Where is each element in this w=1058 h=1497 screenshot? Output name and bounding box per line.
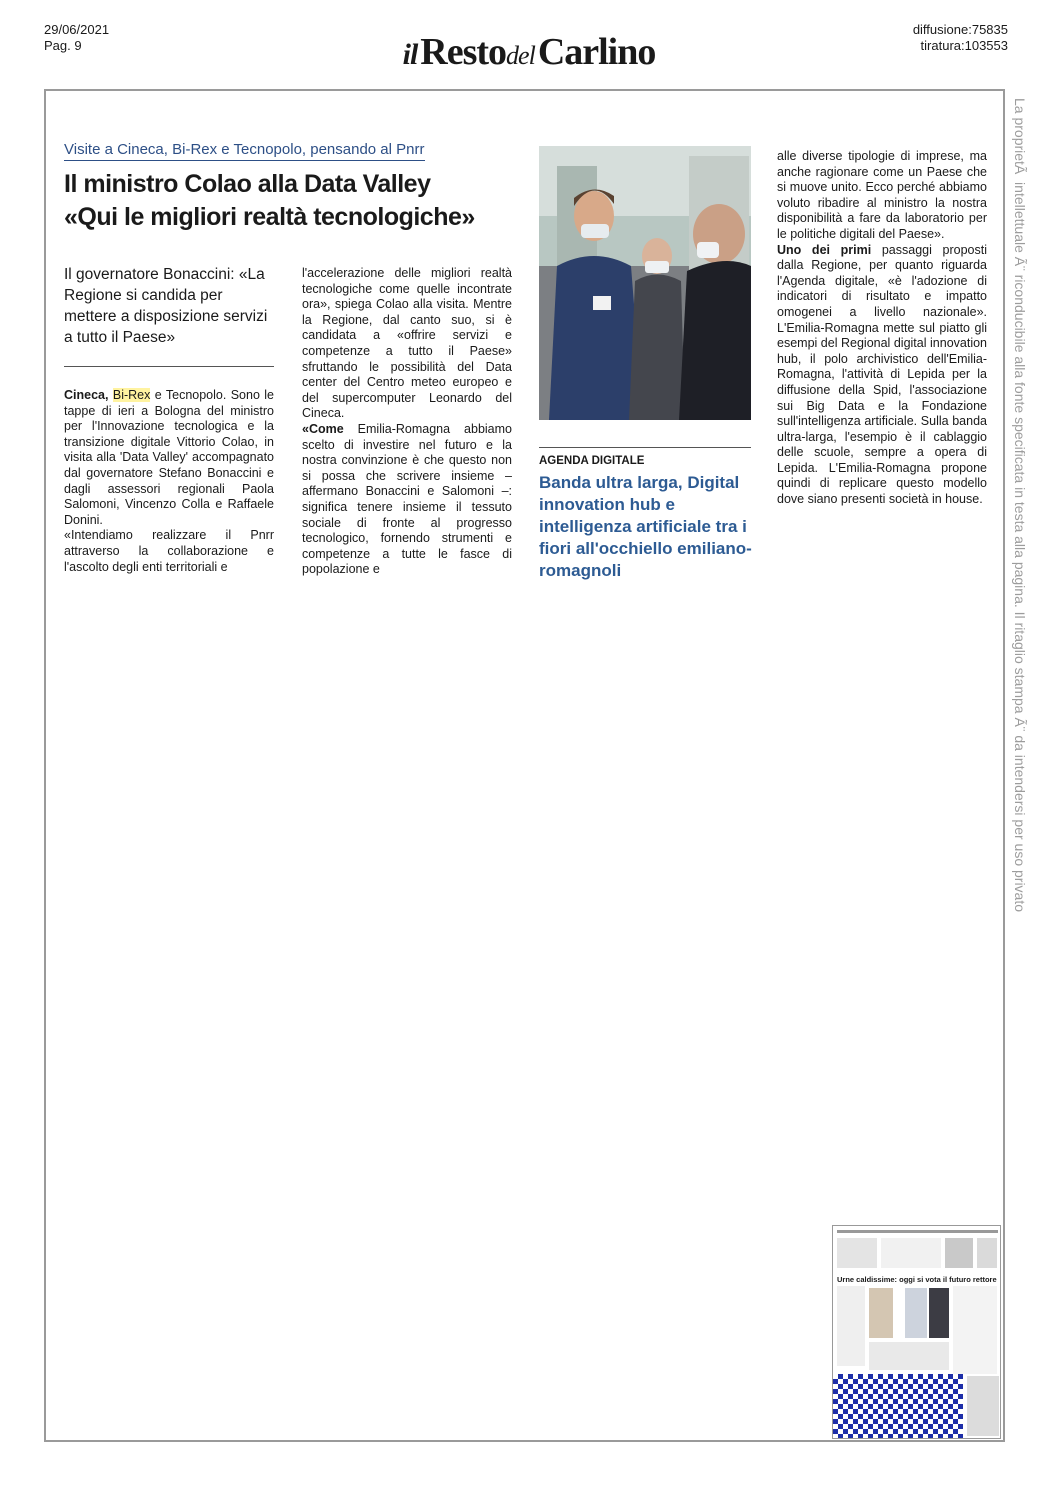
thumbnail-headline: Urne caldissime: oggi si vota il futuro rettore [837, 1275, 997, 1284]
page-thumbnail [832, 1225, 1001, 1439]
summary-divider [64, 366, 274, 367]
paragraph: l'accelerazione delle migliori realtà tecnologiche come quelle incontrate ora», spiega Colao alla visita. Mentre la Regione, dal canto suo, si è candidata a «offrire servizi e competenze a tutto il Paese» sfruttando le possibilità del Data center del Centro meteo europeo e del supercomputer Leonardo del Cineca. [302, 266, 512, 421]
caption-text: Banda ultra larga, Digital innovation hub e intelligenza artificiale tra i fiori all'occhiello emiliano-romagnoli [539, 473, 752, 580]
caption-label: AGENDA DIGITALE [539, 455, 645, 467]
copyright-notice: La proprietÃ intellettuale Ã¨ riconducibile alla fonte specificata in testa alla pagina. Il ritaglio stampa Ã¨ da intendersi per uso privato [1012, 98, 1028, 913]
masthead-il: il [402, 38, 418, 71]
paragraph: e Tecnopolo. Sono le tappe di ieri a Bologna del ministro per l'Innovazione tecnologica e la transizione digitale Vittorio Colao, in visita alla 'Data Valley' accompagnato dal governatore Stefano Bonaccini e dagli assessori regionali Paola Salomoni, Vincenzo Colla e Raffaele Donini. [64, 388, 275, 527]
page-number: Pag. 9 [44, 38, 82, 53]
header-right [913, 22, 1008, 54]
masthead-resto: Resto [420, 31, 507, 73]
caption-divider [539, 447, 751, 448]
article-column-1 [64, 388, 274, 575]
article-photo [539, 146, 751, 420]
lead-bold: Uno dei primi [777, 242, 872, 257]
article-title: Il ministro Colao alla Data Valley [64, 170, 431, 198]
article-summary: Il governatore Bonaccini: «La Regione si candida per mettere a disposizione servizi a tutto il Paese» [64, 266, 268, 346]
highlighted-term: Bi-Rex [112, 388, 151, 402]
paragraph: alle diverse tipologie di imprese, ma anche ragionare come un Paese che si muove unito. Ecco perché abbiamo voluto ribadire al ministro la nostra disponibilità a fare da laboratorio per le politiche digitali del Paese». [777, 149, 987, 241]
tiratura: tiratura:103553 [920, 38, 1008, 53]
newspaper-masthead [0, 30, 1058, 74]
copyright-sidebar [1008, 98, 1032, 928]
lead-bold: «Come [302, 421, 344, 436]
masthead-del: del [506, 41, 535, 70]
paragraph: «Intendiamo realizzare il Pnrr attraverso la collaborazione e l'ascolto degli enti territoriali e [64, 528, 274, 574]
diffusione: diffusione:75835 [912, 22, 1008, 37]
lead-bold: Cineca, [64, 388, 109, 402]
masthead-carlino: Carlino [537, 31, 656, 73]
paragraph: passaggi proposti dalla Regione, per quanto riguarda l'Agenda digitale, «è l'adozione di indicatori di risultato e impatto omogenei a livello nazionale». L'Emilia-Romagna mette sul piatto gli esempi del Regional digital innovation hub, il polo archivistico dell'Emilia-Romagna, l'attività di Lepida per la diffusione della Spid, l'associazione sui Big Data e la Fondazione sull'intelligenza artificiale. Sulla banda ultra-larga, l'esempio è il cablaggio delle scuole, sempre a opera di Lepida. L'Emilia-Romagna propone quindi di replicare questo modello dove siano presenti società in house. [777, 242, 987, 507]
article-subtitle: «Qui le migliori realtà tecnologiche» [64, 203, 475, 231]
article-column-2 [302, 266, 512, 578]
issue-date: 29/06/2021 [44, 22, 110, 37]
paragraph: Emilia-Romagna abbiamo scelto di investire nel futuro e la nostra convinzione è che questo non si possa che scrivere insieme – affermano Bonaccini e Salomoni –: significa tenere insieme il tessuto sociale di fronte al progresso tecnologico, fornendo strumenti e competenze a tutte le fasce di popolazione e [302, 421, 512, 577]
article-kicker: Visite a Cineca, Bi-Rex e Tecnopolo, pensando al Pnrr [64, 141, 425, 161]
thumbnail-advert [833, 1374, 963, 1439]
article-column-4 [777, 149, 987, 508]
